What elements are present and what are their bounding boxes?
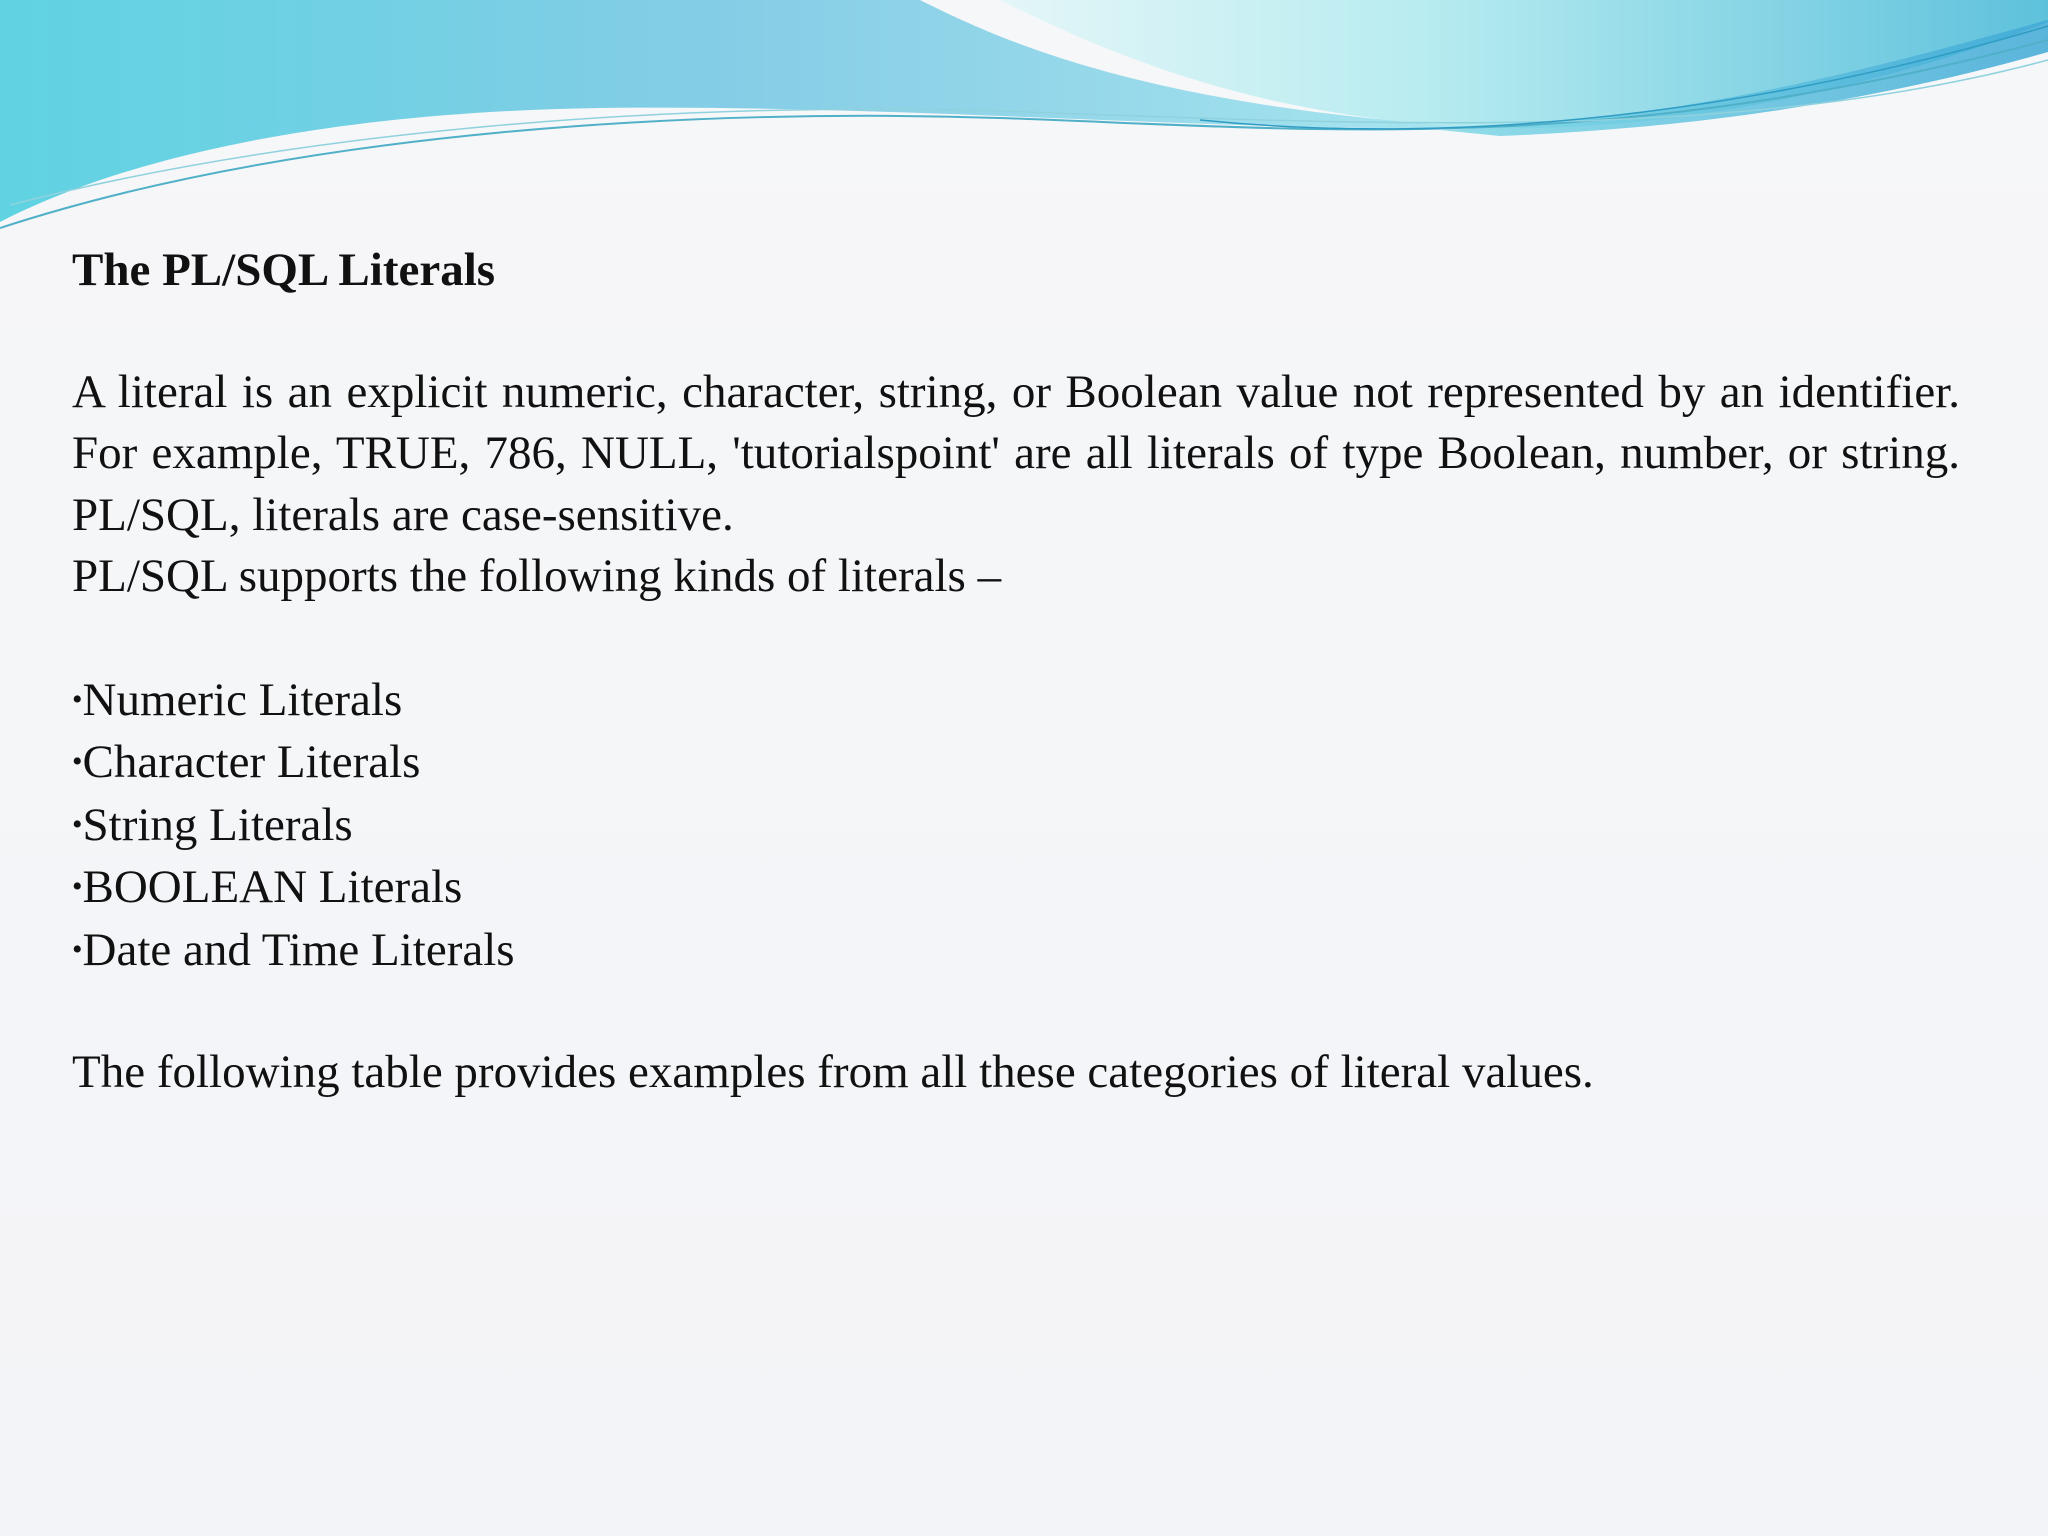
list-item [72, 856, 1960, 919]
header-wave-decoration [0, 0, 2048, 240]
list-item-label: String Literals [82, 798, 353, 851]
list-item-label: Date and Time Literals [82, 923, 515, 976]
bullet-icon: • [72, 932, 83, 966]
bullet-icon: • [72, 745, 83, 778]
bullet-icon: • [72, 807, 83, 841]
bullet-icon: • [72, 870, 83, 903]
list-item-label: BOOLEAN Literals [82, 861, 463, 913]
literal-kinds-list [72, 669, 1960, 982]
bullet-icon: • [72, 682, 83, 716]
list-item-label: Numeric Literals [82, 673, 403, 726]
closing-paragraph: The following table provides examples from all these categories of literal values. [72, 1046, 1594, 1098]
list-item-label: Character Literals [82, 736, 421, 788]
list-item [72, 731, 1960, 794]
lead-line: PL/SQL supports the following kinds of literals – [72, 550, 1002, 602]
list-item [72, 919, 1960, 982]
slide-title: The PL/SQL Literals [72, 244, 496, 296]
list-item [72, 669, 1960, 732]
list-item [72, 794, 1960, 857]
slide-content [72, 240, 1960, 1104]
intro-paragraph: A literal is an explicit numeric, character, string, or Boolean value not represented by an identifier. For example, TRUE, 786, NULL, 'tutorialspoint' are all literals of type Boolean, number, or string. PL/SQL, literals are case-sensitive. [72, 365, 1960, 541]
